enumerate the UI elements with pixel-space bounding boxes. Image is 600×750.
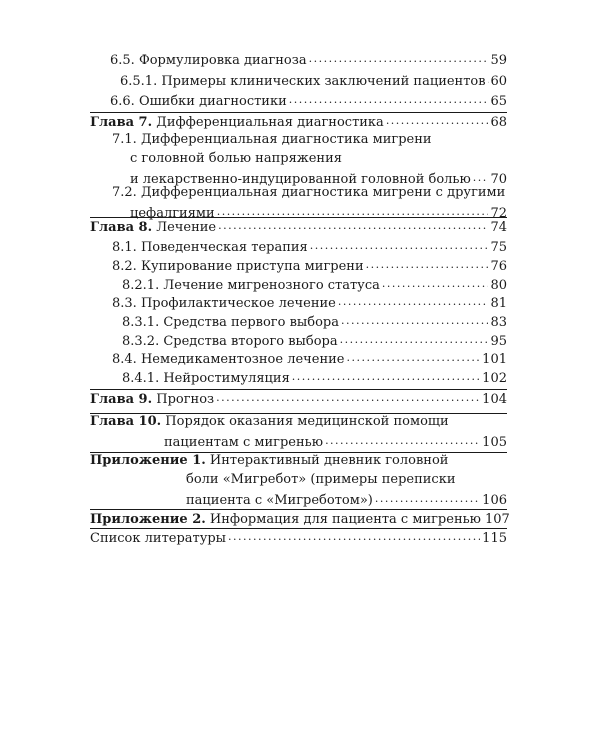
toc-entry-6-5	[110, 49, 507, 70]
toc-entry-title: 6.5. Формулировка диагноза	[110, 53, 307, 68]
toc-page-number: 59	[490, 53, 507, 68]
dot-leader	[341, 311, 488, 326]
toc-entry-title: Прогноз	[152, 392, 215, 407]
toc-page-number: 81	[490, 296, 507, 311]
dot-leader	[309, 49, 489, 64]
appendix-label: Приложение 2.	[90, 512, 206, 527]
toc-entry-title: 8.4.1. Нейростимуляция	[122, 371, 290, 386]
toc-entry-title: 7.1. Дифференциальная диагностика мигрени	[112, 132, 432, 147]
toc-entry-title: 8.2.1. Лечение мигренозного статуса	[122, 278, 380, 293]
toc-entry-title: 8.1. Поведенческая терапия	[112, 240, 308, 255]
toc-page-number: 95	[490, 334, 507, 349]
dot-leader	[217, 202, 489, 217]
toc-page-number: 115	[482, 531, 507, 546]
toc-page-number: 74	[490, 220, 507, 235]
toc-entry-8-2	[112, 255, 507, 276]
chapter-label: Глава 8.	[90, 220, 153, 235]
toc-page-number: 70	[490, 172, 507, 187]
toc-page-number: 105	[482, 435, 507, 450]
dot-leader	[292, 367, 480, 382]
chapter-label: Глава 7.	[90, 115, 153, 130]
toc-entry-title: 6.5.1. Примеры клинических заключений пациентов	[120, 74, 486, 89]
dot-leader	[346, 348, 480, 363]
toc-entry-8-1	[112, 236, 507, 257]
toc-entry-8-4-1	[122, 367, 507, 388]
dot-leader	[325, 431, 480, 446]
dot-leader	[375, 489, 480, 504]
toc-entry-6-5-1	[120, 70, 507, 91]
toc-entry-title: 7.2. Дифференциальная диагностика мигрени с другими	[112, 185, 506, 200]
dot-leader	[289, 90, 489, 105]
toc-entry-6-6	[110, 90, 507, 111]
appendix-label: Приложение 1.	[90, 453, 206, 468]
toc-page-number: 101	[482, 352, 507, 367]
dot-leader	[386, 111, 489, 126]
toc-chapter-9	[90, 388, 507, 409]
toc-page-number: 60	[490, 74, 507, 89]
toc-bibliography	[90, 527, 507, 548]
toc-entry-title: 8.3.1. Средства первого выбора	[122, 315, 339, 330]
toc-entry-8-3	[112, 292, 507, 313]
toc-entry-title-continued: и лекарственно-индуцированной головной болью	[130, 172, 471, 187]
toc-page-number: 65	[490, 94, 507, 109]
toc-chapter-7	[90, 111, 507, 132]
dot-leader	[216, 388, 480, 403]
chapter-label: Глава 9.	[90, 392, 153, 407]
toc-entry-title: Дифференциальная диагностика	[152, 115, 384, 130]
dot-leader	[488, 70, 489, 85]
toc-page-number: 106	[482, 493, 507, 508]
toc-page-number: 104	[482, 392, 507, 407]
dot-leader	[218, 216, 488, 231]
toc-page-number: 107	[485, 512, 510, 527]
toc-entry-title: 8.2. Купирование приступа мигрени	[112, 259, 364, 274]
toc-page-number: 83	[490, 315, 507, 330]
toc-entry-title: Лечение	[152, 220, 217, 235]
toc-entry-title-continued: пациента с «Мигреботом»)	[186, 493, 373, 508]
toc-entry-title-continued: пациентам с мигренью	[164, 435, 324, 450]
toc-page-number: 76	[490, 259, 507, 274]
toc-entry-title: 6.6. Ошибки диагностики	[110, 94, 287, 109]
toc-appendix-1	[90, 451, 507, 510]
toc-page-number: 102	[482, 371, 507, 386]
toc-page-number: 72	[490, 206, 507, 221]
toc-appendix-2	[90, 508, 510, 529]
toc-entry-8-4	[112, 348, 507, 369]
toc-entry-title: 8.4. Немедикаментозное лечение	[112, 352, 345, 367]
dot-leader	[366, 255, 489, 270]
toc-entry-7-1	[112, 130, 507, 189]
toc-entry-title: 8.3.2. Средства второго выбора	[122, 334, 338, 349]
toc-entry-title-continued: цефалгиями	[130, 206, 215, 221]
dot-leader	[338, 292, 489, 307]
toc-entry-title-continued: с головной болью напряжения	[130, 151, 342, 166]
dot-leader	[310, 236, 489, 251]
toc-entry-title: Интерактивный дневник головной	[205, 453, 449, 468]
dot-leader	[340, 330, 489, 345]
dot-leader	[473, 168, 489, 183]
toc-chapter-8	[90, 216, 507, 237]
toc-chapter-10	[90, 412, 507, 452]
toc-entry-8-3-1	[122, 311, 507, 332]
dot-leader	[382, 274, 489, 289]
toc-entry-title: Информация для пациента с мигренью	[205, 512, 482, 527]
toc-page-number: 80	[490, 278, 507, 293]
toc-entry-title: 8.3. Профилактическое лечение	[112, 296, 336, 311]
toc-entry-title: Список литературы	[90, 531, 227, 546]
toc-entry-title: Порядок оказания медицинской помощи	[161, 414, 449, 429]
dot-leader	[228, 527, 480, 542]
toc-page-number: 75	[490, 240, 507, 255]
toc-entry-title-continued: боли «Мигребот» (примеры переписки	[186, 472, 456, 487]
chapter-label: Глава 10.	[90, 414, 162, 429]
toc-page-number: 68	[490, 115, 507, 130]
